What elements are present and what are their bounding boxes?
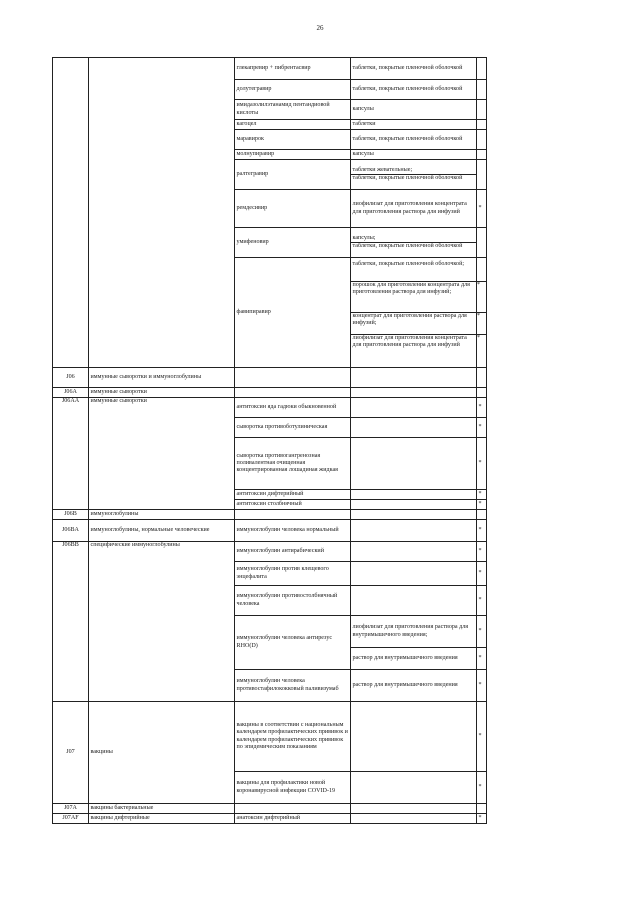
mark-cell <box>477 120 487 130</box>
table-row <box>53 702 487 772</box>
dosage-form: таблетки, покрытые пленочной оболочкой <box>351 80 477 100</box>
dosage-form <box>351 814 477 824</box>
drug-name: ремдесивир <box>235 190 351 228</box>
mark-cell <box>477 228 487 258</box>
dosage-form-line: таблетки жевательные; <box>352 166 413 173</box>
drug-name: иммуноглобулин против клещевого энцефалита <box>235 562 351 586</box>
dosage-form: таблетки, покрытые пленочной оболочкой <box>351 130 477 150</box>
asterisk-mark: * <box>477 702 487 772</box>
atc-code: J07 <box>53 702 89 804</box>
asterisk-mark: * <box>477 312 487 334</box>
drug-name: иммуноглобулин противостолбнячный человека <box>235 586 351 616</box>
drug-name: иммуноглобулин человека противостафилококковый паливизумаб <box>235 670 351 702</box>
drug-name: молнупиравир <box>235 150 351 160</box>
drug-name: антитоксин дифтерийный <box>235 490 351 500</box>
table-row <box>53 510 487 520</box>
drug-name <box>235 510 351 520</box>
dosage-form <box>351 520 477 542</box>
dosage-form <box>351 418 477 438</box>
atc-code: J07A <box>53 804 89 814</box>
dosage-form: раствор для внутримышечного введения <box>351 670 477 702</box>
drug-name: вакцины в соответствии с национальным календарем профилактических прививок и календарем профилактических прививок по эпидемическим показаниям <box>235 702 351 772</box>
drug-name <box>235 368 351 388</box>
dosage-form <box>351 398 477 418</box>
table-row <box>53 398 487 418</box>
dosage-form <box>351 438 477 490</box>
dosage-form <box>351 368 477 388</box>
drug-name: иммуноглобулин антирабический <box>235 542 351 562</box>
atc-code: J06B <box>53 510 89 520</box>
dosage-form <box>351 228 477 258</box>
dosage-form: лиофилизат для приготовления концентрата для приготовления раствора для инфузий <box>351 190 477 228</box>
table-row <box>53 804 487 814</box>
atc-group: вакцины бактериальные <box>89 804 235 814</box>
asterisk-mark: * <box>477 490 487 500</box>
dosage-form <box>351 702 477 772</box>
asterisk-mark: * <box>477 438 487 490</box>
mark-cell <box>477 150 487 160</box>
dosage-form: капсулы <box>351 150 477 160</box>
dosage-form: лиофилизат для приготовления раствора для внутримышечного введения; <box>351 616 477 648</box>
dosage-form-line: таблетки, покрытые пленочной оболочкой; <box>352 260 465 267</box>
code-cell <box>53 58 89 368</box>
asterisk-mark: * <box>477 670 487 702</box>
dosage-form-line: концентрат для приготовления раствора для инфузий; <box>351 312 476 334</box>
mark-cell <box>477 80 487 100</box>
dosage-form-line: таблетки, покрытые пленочной оболочкой <box>351 242 476 250</box>
atc-group: иммуноглобулины <box>89 510 235 520</box>
drug-name: долутегравир <box>235 80 351 100</box>
table-row <box>53 388 487 398</box>
mark-cell <box>477 130 487 150</box>
dosage-form <box>351 542 477 562</box>
mark-cell <box>477 804 487 814</box>
drug-name <box>235 804 351 814</box>
dosage-form <box>351 388 477 398</box>
atc-group: вакцины дифтерийные <box>89 814 235 824</box>
table-row <box>53 368 487 388</box>
dosage-form-line: капсулы; <box>352 234 376 241</box>
atc-code: J06 <box>53 368 89 388</box>
drug-name: имидазолилэтанамид пентандиовой кислоты <box>235 100 351 120</box>
drug-name: антитоксин столбнячный <box>235 500 351 510</box>
asterisk-mark: * <box>477 562 487 586</box>
atc-group: иммуноглобулины, нормальные человеческие <box>89 520 235 542</box>
asterisk-mark: * <box>477 542 487 562</box>
mark-cell <box>477 510 487 520</box>
drug-name: сыворотка противоботулиническая <box>235 418 351 438</box>
table-row <box>53 542 487 562</box>
mark-cell <box>477 100 487 120</box>
atc-group: специфические иммуноглобулины <box>89 542 235 702</box>
asterisk-mark: * <box>477 281 487 312</box>
drug-name: ралтегравир <box>235 160 351 190</box>
atc-code: J06A <box>53 388 89 398</box>
asterisk-mark: * <box>477 520 487 542</box>
asterisk-mark: * <box>477 190 487 228</box>
dosage-form: таблетки <box>351 120 477 130</box>
mark-cell <box>477 261 487 281</box>
asterisk-mark: * <box>477 616 487 648</box>
dosage-form <box>351 562 477 586</box>
atc-group: иммунные сыворотки и иммуноглобулины <box>89 368 235 388</box>
drug-name <box>235 388 351 398</box>
dosage-form <box>351 490 477 500</box>
drug-name: умифеновир <box>235 228 351 258</box>
drug-name: анатоксин дифтерийный <box>235 814 351 824</box>
asterisk-mark: * <box>477 772 487 804</box>
atc-group: вакцины <box>89 702 235 804</box>
atc-code: J06BA <box>53 520 89 542</box>
table-row <box>53 814 487 824</box>
asterisk-mark: * <box>477 334 487 365</box>
dosage-form <box>351 500 477 510</box>
atc-group: иммунные сыворотки <box>89 388 235 398</box>
dosage-form <box>351 804 477 814</box>
dosage-form <box>351 772 477 804</box>
dosage-form: таблетки, покрытые пленочной оболочкой <box>351 58 477 80</box>
dosage-form-line: лиофилизат для приготовления концентрата для приготовления раствора для инфузий <box>351 334 476 365</box>
drug-name: иммуноглобулин человека нормальный <box>235 520 351 542</box>
drug-name: маравирок <box>235 130 351 150</box>
asterisk-mark: * <box>477 648 487 670</box>
atc-code: J06BB <box>53 542 89 702</box>
asterisk-mark: * <box>477 814 487 824</box>
atc-code: J07AF <box>53 814 89 824</box>
drug-name: фавипиравир <box>235 258 351 368</box>
drug-list-table <box>52 57 487 824</box>
dosage-form <box>351 258 477 368</box>
drug-name: кагоцел <box>235 120 351 130</box>
dosage-form: раствор для внутримышечного введения <box>351 648 477 670</box>
drug-name: иммуноглобулин человека антирезус RHO(D) <box>235 616 351 670</box>
atc-code: J06AA <box>53 398 89 510</box>
dosage-form <box>351 586 477 616</box>
mark-cell <box>477 368 487 388</box>
mark-cell <box>477 258 487 368</box>
mark-cell <box>477 388 487 398</box>
drug-name: вакцины для профилактики новой коронавирусной инфекции COVID-19 <box>235 772 351 804</box>
dosage-form <box>351 510 477 520</box>
asterisk-mark: * <box>477 500 487 510</box>
drug-name: глекапревир + пибрентасвир <box>235 58 351 80</box>
mark-cell <box>477 160 487 190</box>
asterisk-mark: * <box>477 398 487 418</box>
table-row <box>53 58 487 80</box>
page-number: 26 <box>316 24 324 32</box>
drug-name: антитоксин яда гадюки обыкновенной <box>235 398 351 418</box>
dosage-form-line: таблетки, покрытые пленочной оболочкой <box>351 174 476 182</box>
atc-group: иммунные сыворотки <box>89 398 235 510</box>
mark-cell <box>477 58 487 80</box>
asterisk-mark: * <box>477 586 487 616</box>
table-row <box>53 520 487 542</box>
dosage-form: капсулы <box>351 100 477 120</box>
group-cell <box>89 58 235 368</box>
dosage-form <box>351 160 477 190</box>
dosage-form-line: порошок для приготовления концентрата для приготовления раствора для инфузий; <box>351 281 476 312</box>
drug-name: сыворотка противогангренозная поливалентная очищенная концентрированная лошадиная жидкая <box>235 438 351 490</box>
asterisk-mark: * <box>477 418 487 438</box>
